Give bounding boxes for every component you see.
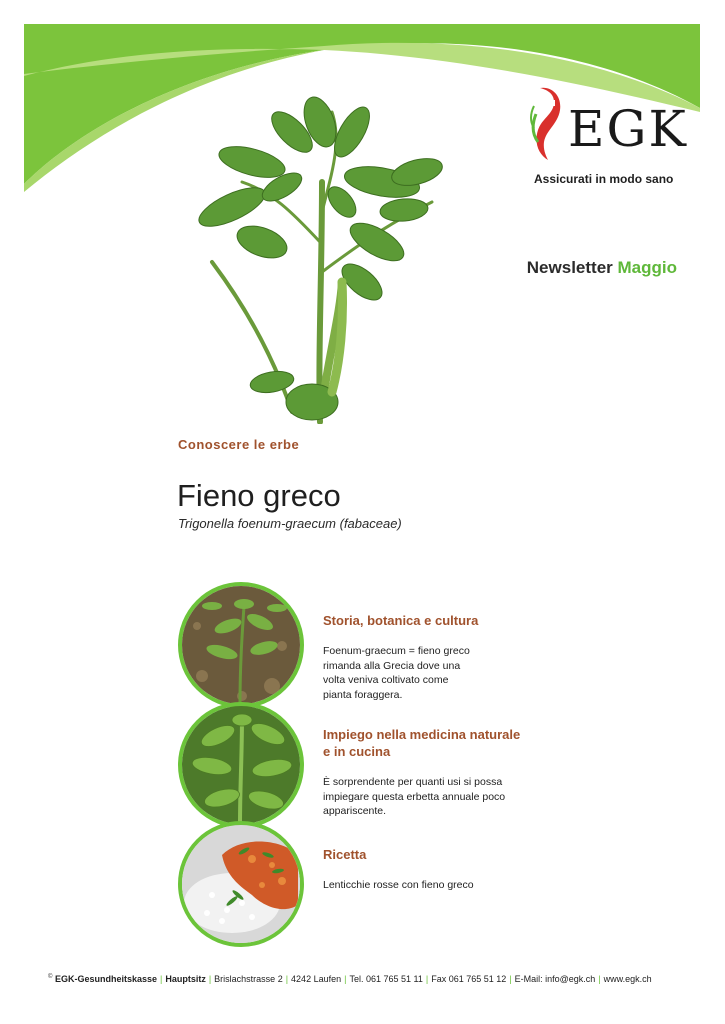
footer: © EGK-Gesundheitskasse | Hauptsitz | Brislachstrasse 2 | 4242 Laufen | Tel. 061 765 51 11 | Fax 061 765 51 12 | E-Mail: info@egk.ch | www.egk.ch — [48, 974, 652, 984]
item-text-recipe — [323, 878, 533, 893]
item-text-line: pianta foraggera. — [323, 688, 403, 701]
botany-photo — [178, 582, 304, 708]
medicine-photo — [178, 702, 304, 828]
item-heading-medicine — [323, 726, 543, 760]
item-text-line: Lenticchie rosse con fieno greco — [323, 879, 474, 891]
item-text-history — [323, 644, 533, 702]
page-subtitle: Trigonella foenum-graecum (fabaceae) — [178, 516, 402, 531]
footer-copyright: © — [48, 974, 53, 980]
newsletter-month: Maggio — [617, 258, 677, 277]
footer-company: EGK-Gesundheitskasse — [54, 974, 157, 984]
fenugreek-plant-image — [172, 92, 472, 424]
footer-fax: Fax 061 765 51 12 — [431, 974, 507, 984]
footer-tel: Tel. 061 765 51 11 — [349, 974, 423, 984]
item-text-line: rimanda alla Grecia dove una — [323, 659, 461, 672]
item-text-line: volta veniva coltivato come — [323, 674, 449, 686]
section-kicker: Conoscere le erbe — [178, 437, 300, 452]
item-heading-recipe — [323, 846, 543, 863]
swiss-cross-figure-icon — [530, 84, 566, 160]
footer-hq: Hauptsitz — [165, 974, 206, 984]
item-heading-medicine-line2: e in cucina — [323, 744, 391, 759]
item-heading-history-line1: Storia, botanica e cultura — [323, 613, 479, 628]
recipe-photo — [178, 821, 304, 947]
item-heading-recipe-line1: Ricetta — [323, 847, 367, 862]
item-text-line: Foenum-graecum = fieno greco — [323, 645, 470, 657]
footer-web-link[interactable]: www.egk.ch — [603, 974, 652, 984]
logo-wordmark: EGK — [568, 100, 688, 158]
item-text-medicine — [323, 775, 533, 819]
item-text-line: impiegare questa erbetta annuale poco — [323, 790, 506, 803]
item-heading-history — [323, 612, 543, 629]
egk-logo[interactable] — [530, 84, 688, 194]
logo-tagline: Assicurati in modo sano — [534, 172, 674, 186]
item-heading-medicine-line1: Impiego nella medicina naturale — [323, 727, 521, 742]
footer-email-link[interactable]: E-Mail: info@egk.ch — [514, 974, 596, 984]
newsletter-label — [527, 258, 677, 278]
footer-street: Brislachstrasse 2 — [214, 974, 283, 984]
newsletter-word: Newsletter — [526, 258, 613, 277]
item-text-line: appariscente. — [323, 805, 387, 817]
footer-city: 4242 Laufen — [291, 974, 342, 984]
item-text-line: È sorprendente per quanti usi si possa — [323, 776, 503, 788]
page-title: Fieno greco — [177, 478, 341, 513]
